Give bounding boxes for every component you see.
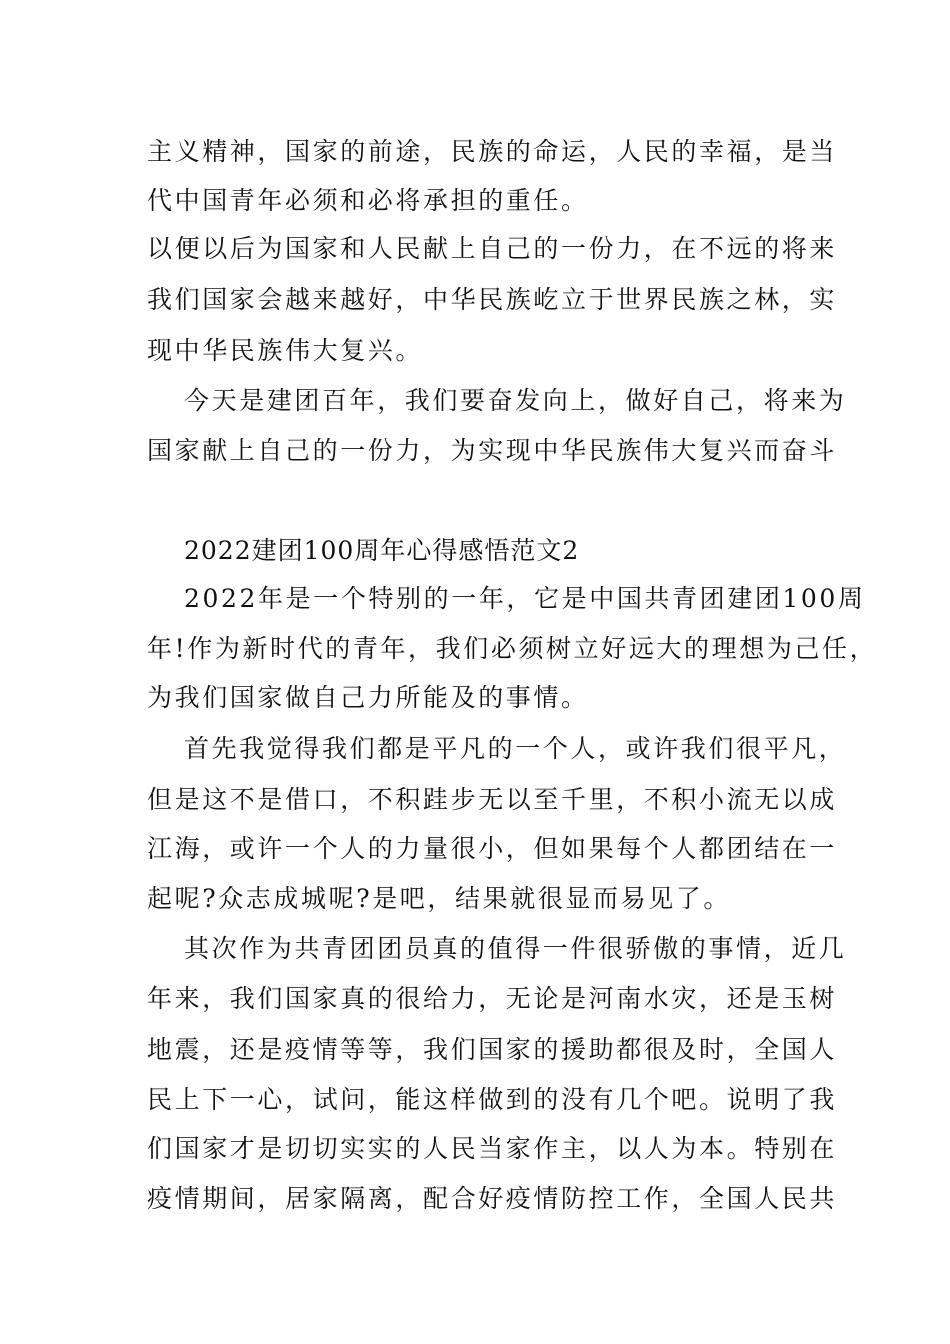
text-line: 年!作为新时代的青年，我们必须树立好远大的理想为己任， (147, 634, 878, 663)
text-line: 主义精神，国家的前途，民族的命运，人民的幸福，是当 (147, 137, 838, 166)
text-line: 江海，或许一个人的力量很小，但如果每个人都团结在一 (147, 834, 838, 863)
text-line: 为我们国家做自己力所能及的事情。 (147, 683, 589, 712)
text-line: 民上下一心，试问，能这样做到的没有几个吧。说明了我 (147, 1085, 838, 1114)
text-line: 地震，还是疫情等等，我们国家的援助都很及时，全国人 (147, 1035, 838, 1064)
text-line: 今天是建团百年，我们要奋发向上，做好自己，将来为 (184, 386, 847, 415)
text-line: 国家献上自己的一份力，为实现中华民族伟大复兴而奋斗 (147, 436, 838, 465)
text-line: 其次作为共青团团员真的值得一件很骄傲的事情，近几 (184, 934, 847, 963)
text-line: 但是这不是借口，不积跬步无以至千里，不积小流无以成 (147, 785, 838, 814)
section-heading: 2022建团100周年心得感悟范文2 (184, 536, 580, 565)
text-line: 们国家才是切切实实的人民当家作主，以人为本。特别在 (147, 1134, 838, 1163)
text-line: 年来，我们国家真的很给力，无论是河南水灾，还是玉树 (147, 984, 838, 1013)
text-line: 我们国家会越来越好，中华民族屹立于世界民族之林，实 (147, 285, 838, 314)
text-line: 2022年是一个特别的一年，它是中国共青团建团100周 (184, 584, 866, 613)
text-line: 首先我觉得我们都是平凡的一个人，或许我们很平凡， (184, 734, 847, 763)
text-line: 代中国青年必须和必将承担的重任。 (147, 186, 589, 215)
text-line: 现中华民族伟大复兴。 (147, 336, 424, 365)
text-line: 起呢?众志成城呢?是吧，结果就很显而易见了。 (147, 884, 732, 913)
text-line: 以便以后为国家和人民献上自己的一份力，在不远的将来 (147, 234, 838, 263)
text-line: 疫情期间，居家隔离，配合好疫情防控工作，全国人民共 (147, 1184, 838, 1213)
